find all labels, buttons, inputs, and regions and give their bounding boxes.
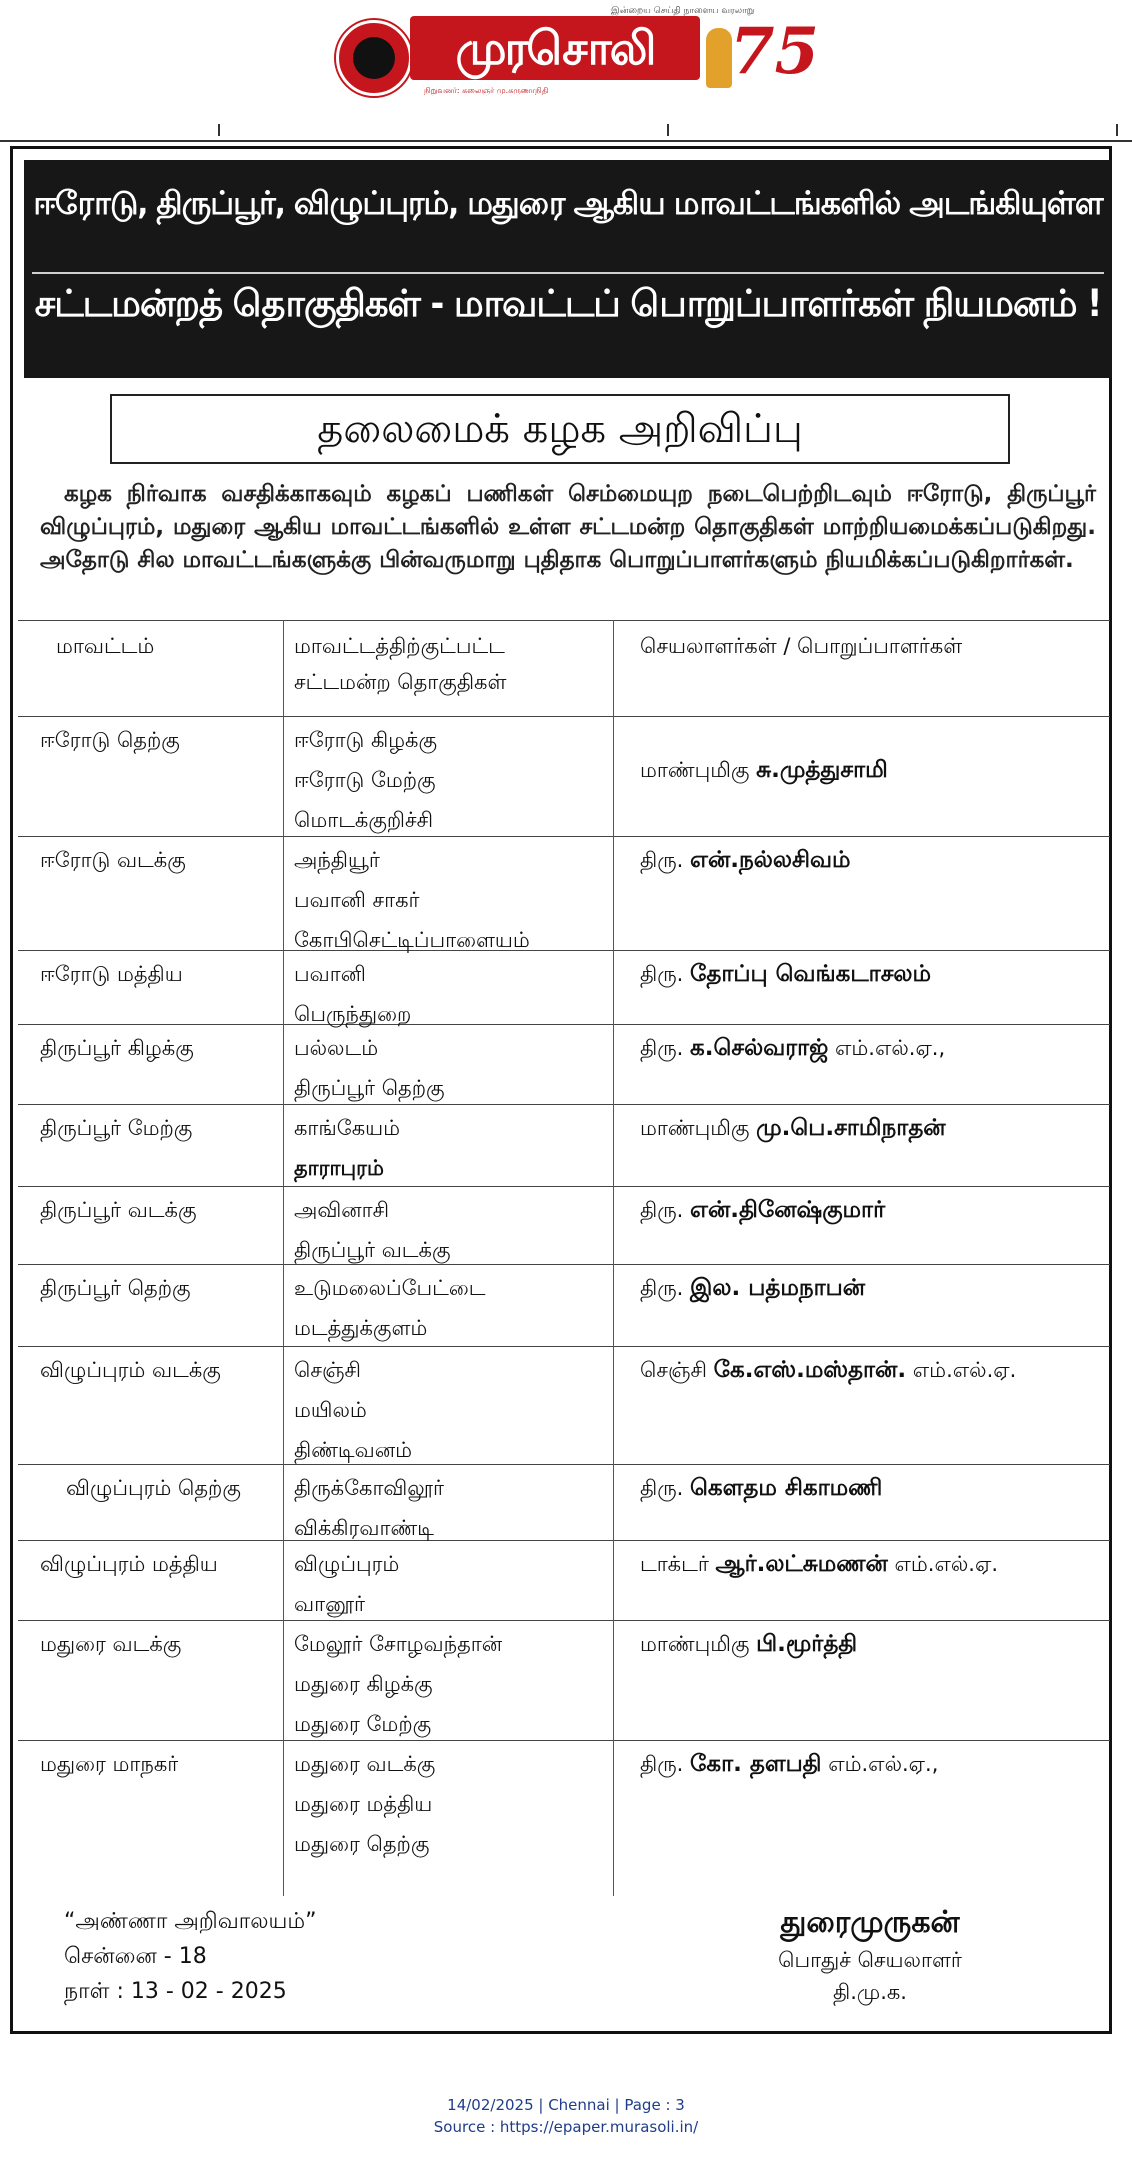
secretary-name: மு.பெ.சாமிநாதன் xyxy=(756,1115,946,1141)
constituency-name: மதுரை மத்திய xyxy=(294,1792,433,1816)
secretary-suffix: எம்.எல்.ஏ., xyxy=(828,1752,939,1776)
appointments-table xyxy=(18,620,1110,1896)
secretary-name: தோப்பு வெங்கடாசலம் xyxy=(690,961,932,987)
constituencies-cell xyxy=(294,954,411,1034)
anniversary-badge xyxy=(706,14,820,94)
secretary-name: இல. பத்மநாபன் xyxy=(690,1275,866,1301)
announcement-date: நாள் : 13 - 02 - 2025 xyxy=(64,1979,287,2004)
constituency-name: திருப்பூர் வடக்கு xyxy=(294,1238,451,1262)
constituency-name: ஈரோடு மேற்கு xyxy=(294,768,436,792)
district-cell: ஈரோடு வடக்கு xyxy=(40,848,186,872)
constituencies-cell xyxy=(294,1350,412,1470)
constituency-name: மதுரை கிழக்கு xyxy=(294,1672,433,1696)
secretary-name: என்.நல்லசிவம் xyxy=(690,847,851,873)
secretary-cell xyxy=(640,1350,1016,1390)
constituency-name: கோபிசெட்டிப்பாளையம் xyxy=(294,928,530,952)
table-header-secretaries: செயலாளர்கள் / பொறுப்பாளர்கள் xyxy=(640,634,963,658)
secretary-suffix: எம்.எல்.ஏ., xyxy=(835,1036,946,1060)
constituency-name: வானூர் xyxy=(294,1592,365,1616)
divider xyxy=(667,124,669,136)
secretary-cell xyxy=(640,840,851,880)
secretary-title: மாண்புமிகு xyxy=(640,1116,750,1140)
constituencies-cell xyxy=(294,1468,444,1548)
secretary-name: க.செல்வராஜ் xyxy=(690,1035,829,1061)
secretary-name: ஆர்.லட்சுமணன் xyxy=(715,1551,888,1577)
secretary-title: செஞ்சி xyxy=(640,1358,707,1382)
masthead-tagline: இன்றைய செய்தி நாளைய வரலாறு xyxy=(611,6,755,16)
constituency-name: திருக்கோவிலூர் xyxy=(294,1476,444,1500)
secretary-name: கௌதம சிகாமணி xyxy=(690,1475,883,1501)
headline-banner xyxy=(24,160,1112,378)
source-link[interactable]: Source : https://epaper.murasoli.in/ xyxy=(433,2118,699,2136)
secretary-title: திரு. xyxy=(640,1476,684,1500)
secretary-title: மாண்புமிகு xyxy=(640,758,750,782)
constituency-name: பல்லடம் xyxy=(294,1036,379,1060)
edition-info: 14/02/2025 | Chennai | Page : 3 xyxy=(447,2096,685,2114)
district-cell: திருப்பூர் வடக்கு xyxy=(40,1198,197,1222)
secretary-cell xyxy=(640,1468,882,1508)
secretary-cell xyxy=(640,1544,998,1584)
district-cell: ஈரோடு மத்திய xyxy=(40,962,183,986)
signature-block xyxy=(730,1902,1010,2008)
secretary-name: பி.மூர்த்தி xyxy=(756,1631,858,1657)
headline-line-2: சட்டமன்றத் தொகுதிகள் - மாவட்டப் பொறுப்பாளர்கள் நியமனம் ! xyxy=(34,282,1102,325)
signatory-designation: பொதுச் செயலாளர் xyxy=(778,1948,962,1972)
constituencies-cell xyxy=(294,1190,451,1270)
secretary-title: திரு. xyxy=(640,962,684,986)
constituencies-cell xyxy=(294,720,437,840)
district-cell: மதுரை மாநகர் xyxy=(40,1752,179,1776)
constituencies-cell xyxy=(294,840,530,960)
table-header-district: மாவட்டம் xyxy=(56,634,155,658)
constituency-name: உடுமலைப்பேட்டை xyxy=(294,1276,486,1300)
secretary-suffix: எம்.எல்.ஏ. xyxy=(912,1358,1017,1382)
secretary-cell xyxy=(640,1028,945,1068)
masthead xyxy=(336,6,820,100)
divider xyxy=(218,124,220,136)
constituency-name: திருப்பூர் தெற்கு xyxy=(294,1076,445,1100)
constituency-name: திண்டிவனம் xyxy=(294,1438,413,1462)
secretary-title: மாண்புமிகு xyxy=(640,1632,750,1656)
district-cell: விழுப்புரம் தெற்கு xyxy=(66,1476,241,1500)
district-cell: திருப்பூர் கிழக்கு xyxy=(40,1036,194,1060)
constituency-name: மேலூர் சோழவந்தான் xyxy=(294,1632,503,1656)
secretary-title: திரு. xyxy=(640,1276,684,1300)
secretary-name: கோ. தளபதி xyxy=(690,1751,822,1777)
constituencies-cell xyxy=(294,1624,502,1744)
secretary-cell xyxy=(640,1624,857,1664)
secretary-name: சு.முத்துசாமி xyxy=(756,757,888,783)
constituencies-cell xyxy=(294,1108,400,1188)
secretary-title: திரு. xyxy=(640,1036,684,1060)
constituency-name: பெருந்துறை xyxy=(294,1002,412,1026)
constituency-name: மொடக்குறிச்சி xyxy=(294,808,434,832)
secretary-cell xyxy=(640,1190,885,1230)
intro-paragraph: கழக நிர்வாக வசதிக்காகவும் கழகப் பணிகள் செம்மையுற நடைபெற்றிடவும் ஈரோடு, திருப்பூர் விழுப்புரம், மதுரை ஆகிய மாவட்டங்களில் உள்ள சட்டமன்ற தொகுதிகள் மாற்றியமைக்கப்படுகிறது. அதோடு சில மாவட்டங்களுக்கு பின்வருமாறு புதிதாக பொறுப்பாளர்களும் நியமிக்கப்படுகிறார்கள். xyxy=(40,481,1096,573)
secretary-cell xyxy=(640,1268,865,1308)
secretary-title: திரு. xyxy=(640,1198,684,1222)
constituency-name: மடத்துக்குளம் xyxy=(294,1316,428,1340)
headline-line-1: ஈரோடு, திருப்பூர், விழுப்புரம், மதுரை ஆகிய மாவட்டங்களில் அடங்கியுள்ள xyxy=(33,184,1103,222)
constituency-name: மதுரை மேற்கு xyxy=(294,1712,432,1736)
district-cell: திருப்பூர் மேற்கு xyxy=(40,1116,193,1140)
constituencies-cell xyxy=(294,1268,485,1348)
secretary-cell xyxy=(640,750,888,790)
constituency-name: மதுரை தெற்கு xyxy=(294,1832,430,1856)
anniversary-number: 75 xyxy=(730,14,820,89)
leader-portrait-icon xyxy=(706,28,732,88)
constituency-name: விழுப்புரம் xyxy=(294,1552,400,1576)
constituencies-cell xyxy=(294,1744,435,1864)
constituency-name: அந்தியூர் xyxy=(294,848,380,872)
address-line-1: “அண்ணா அறிவாலயம்” xyxy=(64,1909,317,1934)
secretary-name: என்.தினேஷ்குமார் xyxy=(690,1197,886,1223)
constituency-name: மதுரை வடக்கு xyxy=(294,1752,436,1776)
signatory-name: துரைமுருகன் xyxy=(780,1905,960,1940)
constituency-name: செஞ்சி xyxy=(294,1358,361,1382)
secretary-title: திரு. xyxy=(640,848,684,872)
party-emblem-icon xyxy=(336,20,412,96)
secretary-cell xyxy=(640,1744,938,1784)
district-cell: விழுப்புரம் மத்திய xyxy=(40,1552,218,1576)
divider xyxy=(32,272,1104,274)
secretary-suffix: எம்.எல்.ஏ. xyxy=(894,1552,998,1576)
secretary-name: கே.எஸ்.மஸ்தான். xyxy=(713,1357,907,1383)
divider xyxy=(1116,124,1118,136)
constituency-name: மயிலம் xyxy=(294,1398,367,1422)
district-cell: ஈரோடு தெற்கு xyxy=(40,728,180,752)
constituency-name: ஈரோடு கிழக்கு xyxy=(294,728,438,752)
source-info xyxy=(0,2094,1132,2138)
constituency-name: தாராபுரம் xyxy=(294,1156,384,1180)
constituency-name: பவானி xyxy=(294,962,366,986)
constituency-name: காங்கேயம் xyxy=(294,1116,401,1140)
district-cell: மதுரை வடக்கு xyxy=(40,1632,182,1656)
constituencies-cell xyxy=(294,1544,399,1624)
party-name: தி.மு.க. xyxy=(833,1980,907,2004)
district-cell: விழுப்புரம் வடக்கு xyxy=(40,1358,221,1382)
secretary-title: திரு. xyxy=(640,1752,684,1776)
footer-address xyxy=(64,1904,316,2009)
district-cell: திருப்பூர் தெற்கு xyxy=(40,1276,191,1300)
newspaper-logo: முரசொலி xyxy=(410,16,700,80)
divider xyxy=(0,140,1132,142)
secretary-cell xyxy=(640,954,931,994)
announcement-subhead: தலைமைக் கழக அறிவிப்பு xyxy=(110,394,1010,464)
constituency-name: அவினாசி xyxy=(294,1198,390,1222)
constituencies-cell xyxy=(294,1028,445,1108)
table-header-constituencies: மாவட்டத்திற்குட்பட்ட சட்டமன்ற தொகுதிகள் xyxy=(294,634,507,694)
constituency-name: பவானி சாகர் xyxy=(294,888,420,912)
address-line-2: சென்னை - 18 xyxy=(64,1944,207,1969)
secretary-cell xyxy=(640,1108,946,1148)
secretary-title: டாக்டர் xyxy=(640,1552,709,1576)
constituency-name: விக்கிரவாண்டி xyxy=(294,1516,434,1540)
masthead-subtitle: நிறுவனர்: கலைஞர் மு.கருணாநிதி xyxy=(424,86,549,95)
